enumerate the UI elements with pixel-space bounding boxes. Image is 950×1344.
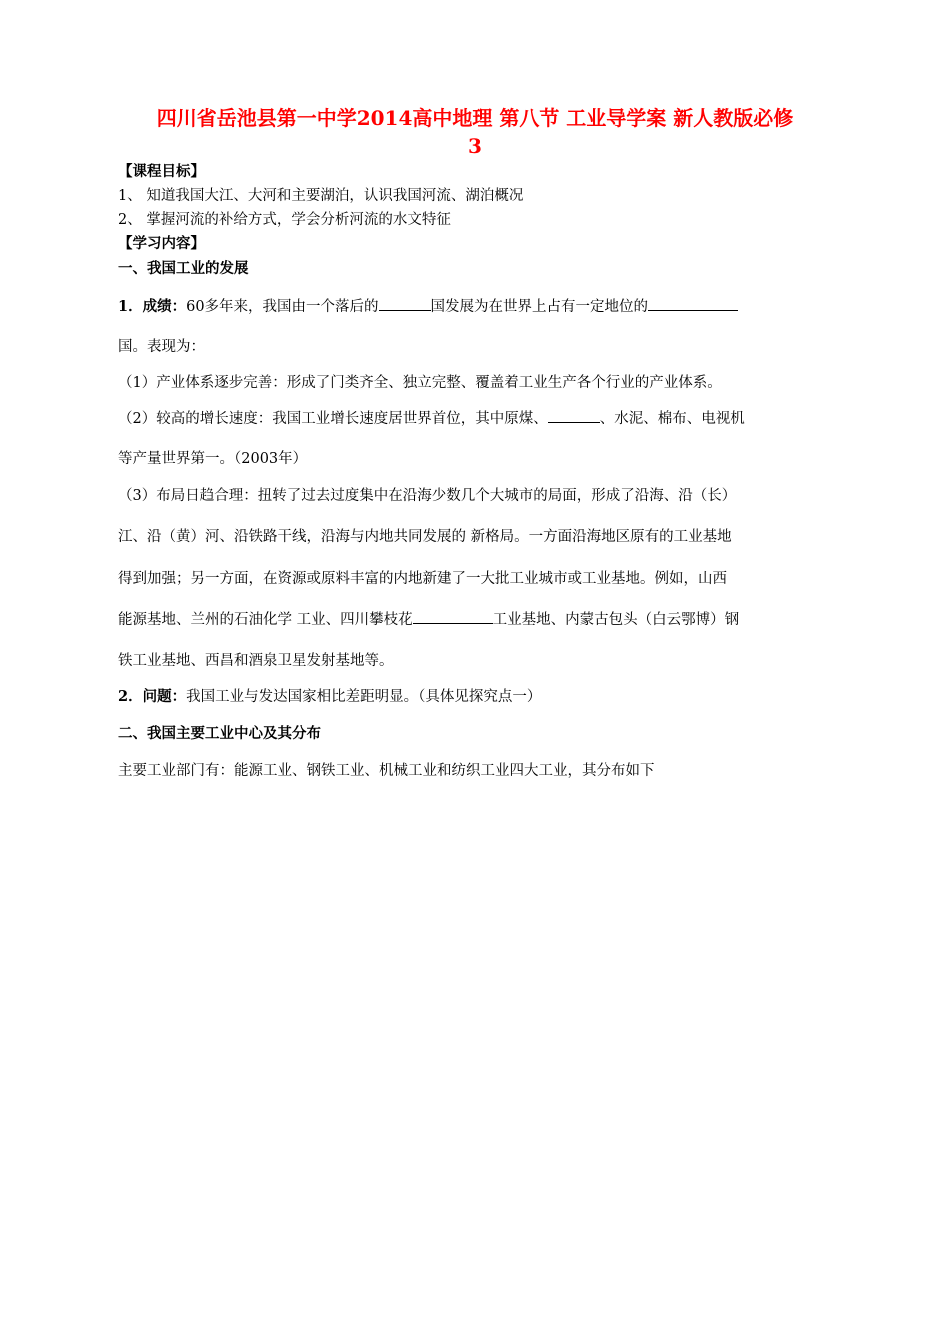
- point-3-line-3: 得到加强；另一方面，在资源或原料丰富的内地新建了一大批工业城市或工业基地。例如，山西: [118, 571, 727, 587]
- point-2-text-b: 、水泥、棉布、电视机: [599, 411, 745, 427]
- item-1-text-a: 60多年来，我国由一个落后的: [186, 299, 379, 315]
- point-3-line-4: [118, 605, 838, 635]
- item-1-label: 1．成绩：: [118, 298, 187, 315]
- document-title: [0, 104, 950, 160]
- item-2-text: 我国工业与发达国家相比差距明显。（具体见探究点一）: [186, 689, 542, 705]
- industry-sectors-line: 主要工业部门有：能源工业、钢铁工业、机械工业和纺织工业四大工业，其分布如下: [118, 763, 655, 779]
- title-line-1: 四川省岳池县第一中学2014高中地理 第八节 工业导学案 新人教版必修: [156, 106, 794, 130]
- point-3-line-1: （3）布局日趋合理：扭转了过去过度集中在沿海少数几个大城市的局面，形成了沿海、沿（长）: [118, 488, 737, 504]
- heading-industry-centers: 二、我国主要工业中心及其分布: [118, 725, 321, 742]
- point-3-line-5: 铁工业基地、西昌和酒泉卫星发射基地等。: [118, 653, 394, 669]
- point-1: （1）产业体系逐步完善：形成了门类齐全、独立完整、覆盖着工业生产各个行业的产业体系。: [118, 375, 722, 391]
- item-1-text-b: 国发展为在世界上占有一定地位的: [430, 299, 649, 315]
- point-3-line-4-text-b: 工业基地、内蒙古包头（白云鄂博）钢: [492, 612, 740, 628]
- point-2-text-a: （2）较高的增长速度：我国工业增长速度居世界首位，其中原煤、: [118, 411, 548, 427]
- title-line-2: 3: [468, 134, 482, 158]
- item-2-label: 2．问题：: [118, 688, 187, 705]
- goal-2: 2、 掌握河流的补给方式，学会分析河流的水文特征: [118, 212, 451, 228]
- item-2-problem: [118, 682, 838, 712]
- blank-2: [648, 296, 738, 311]
- heading-industry-development: 一、我国工业的发展: [118, 260, 249, 277]
- section-goals-heading: 【课程目标】: [118, 163, 205, 180]
- point-2-continuation: 等产量世界第一。（2003年）: [118, 451, 308, 467]
- point-2: [118, 404, 838, 434]
- blank-3: [548, 408, 600, 423]
- item-1-achievement: [118, 292, 838, 322]
- point-3-line-4-text-a: 能源基地、兰州的石油化学 工业、四川攀枝花: [118, 612, 413, 628]
- item-1-continuation: 国。表现为：: [118, 339, 205, 355]
- goal-1: 1、 知道我国大江、大河和主要湖泊，认识我国河流、湖泊概况: [118, 188, 524, 204]
- blank-4: [413, 609, 493, 624]
- blank-1: [379, 296, 431, 311]
- section-content-heading: 【学习内容】: [118, 235, 205, 252]
- point-3-line-2: 江、沿（黄）河、沿铁路干线，沿海与内地共同发展的 新格局。一方面沿海地区原有的工业基地: [118, 529, 732, 545]
